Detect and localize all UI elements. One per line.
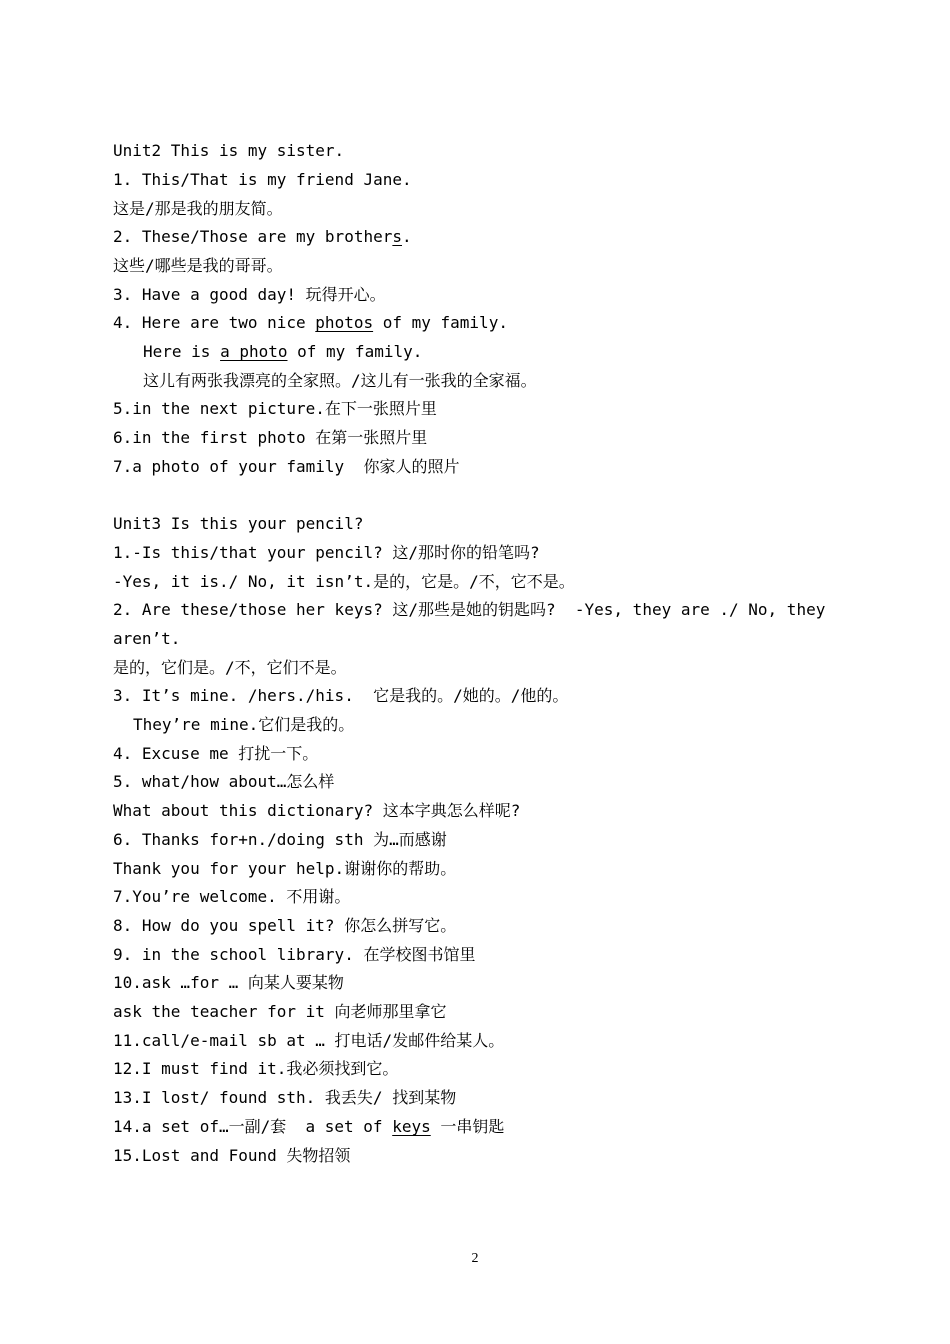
unit2-item-4b-end: of my family.	[287, 342, 423, 361]
unit3-item-14-text: 14.a set of…一副/套 a set of	[113, 1117, 393, 1136]
unit3-item-14-end: 一串钥匙	[430, 1117, 505, 1136]
unit3-item-7: 7.You’re welcome. 不用谢。	[113, 887, 351, 906]
unit3-item-6: 6. Thanks for+n./doing sth 为…而感谢	[113, 830, 447, 849]
unit2-item-2	[113, 227, 853, 247]
unit3-item-14	[113, 1117, 853, 1137]
unit2-item-4-singular	[143, 342, 883, 362]
unit2-item-4	[113, 313, 853, 333]
unit3-item-2: 2. Are these/those her keys? 这/那些是她的钥匙吗? -Yes, they are ./ No, they	[113, 600, 826, 619]
unit3-item-1-answer: -Yes, it is./ No, it isn’t.是的，它是。/不，它不是。	[113, 572, 575, 591]
unit2-item-4-translation: 这儿有两张我漂亮的全家照。/这儿有一张我的全家福。	[143, 371, 537, 390]
unit3-item-4: 4. Excuse me 打扰一下。	[113, 744, 319, 763]
page-number: 2	[471, 1251, 479, 1266]
unit2-item-4-underlined-photos: photos	[315, 313, 374, 332]
unit3-item-3: 3. It’s mine. /hers./his. 它是我的。/她的。/他的。	[113, 686, 569, 705]
unit2-item-4-text: 4. Here are two nice	[113, 313, 316, 332]
unit3-item-9: 9. in the school library. 在学校图书馆里	[113, 945, 476, 964]
unit2-item-2-translation: 这些/哪些是我的哥哥。	[113, 256, 283, 275]
unit3-item-2-translation: 是的，它们是。/不，它们不是。	[113, 658, 347, 677]
unit3-item-10-example: ask the teacher for it 向老师那里拿它	[113, 1002, 447, 1021]
unit3-item-6-example: Thank you for your help.谢谢你的帮助。	[113, 859, 457, 878]
unit3-item-8: 8. How do you spell it? 你怎么拼写它。	[113, 916, 457, 935]
unit2-item-6: 6.in the first photo 在第一张照片里	[113, 428, 428, 447]
unit2-item-2-text: 2. These/Those are my brother	[113, 227, 393, 246]
unit3-item-5-example: What about this dictionary? 这本字典怎么样呢?	[113, 801, 521, 820]
unit3-item-15: 15.Lost and Found 失物招领	[113, 1146, 351, 1165]
unit2-item-1: 1. This/That is my friend Jane.	[113, 170, 412, 189]
unit2-item-3: 3. Have a good day! 玩得开心。	[113, 285, 386, 304]
unit2-item-7: 7.a photo of your family 你家人的照片	[113, 457, 460, 476]
unit2-item-2-end: .	[402, 227, 412, 246]
unit3-item-2-continued: aren’t.	[113, 629, 181, 648]
unit3-item-11: 11.call/e-mail sb at … 打电话/发邮件给某人。	[113, 1031, 505, 1050]
unit3-item-13: 13.I lost/ found sth. 我丢失/ 找到某物	[113, 1088, 457, 1107]
unit3-item-12: 12.I must find it.我必须找到它。	[113, 1059, 399, 1078]
unit3-item-5: 5. what/how about…怎么样	[113, 772, 335, 791]
unit3-item-3-plural: They’re mine.它们是我的。	[133, 715, 355, 734]
unit2-item-4b-underlined-a-photo: a photo	[220, 342, 288, 361]
unit2-title: Unit2 This is my sister.	[113, 141, 345, 160]
unit3-item-1: 1.-Is this/that your pencil? 这/那时你的铅笔吗?	[113, 543, 540, 562]
unit2-item-4-end: of my family.	[373, 313, 508, 332]
unit3-item-10: 10.ask …for … 向某人要某物	[113, 973, 344, 992]
unit3-item-14-underlined-keys: keys	[392, 1117, 431, 1136]
unit2-item-5: 5.in the next picture.在下一张照片里	[113, 399, 437, 418]
unit2-item-1-translation: 这是/那是我的朋友简。	[113, 199, 283, 218]
unit3-title: Unit3 Is this your pencil?	[113, 514, 364, 533]
unit2-item-2-underlined-s: s	[392, 227, 402, 246]
unit2-item-4b-text: Here is	[143, 342, 221, 361]
